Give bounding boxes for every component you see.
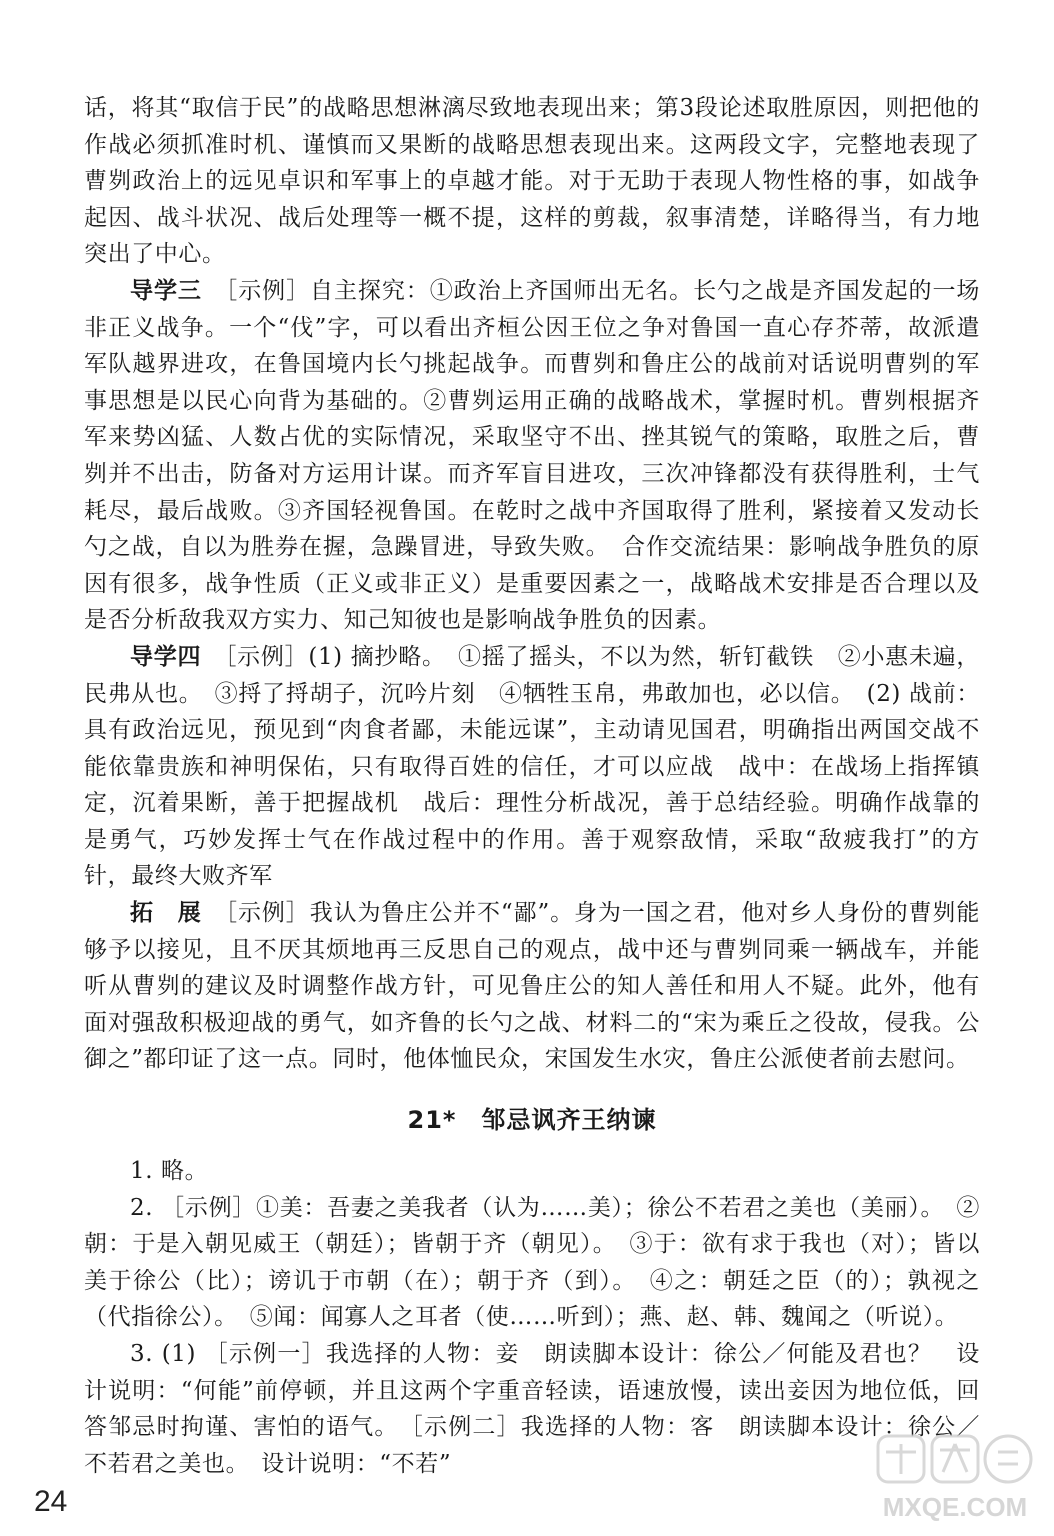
paragraph-guide-four (84, 639, 980, 895)
question-2: 2. ［示例］①美：吾妻之美我者（认为……美）；徐公不若君之美也（美丽）。 ②朝：于是入朝见威王（朝廷）；皆朝于齐（朝见）。 ③于：欲有求于我也（对）；皆以美于徐公（比）；谤讥于市朝（在）；朝于齐（到）。 ④之：朝廷之臣（的）；孰视之（代指徐公）。 ⑤闻：闻寡人之耳者（使……听到）；燕、赵、韩、魏闻之（听说）。 (84, 1194, 980, 1331)
paragraph-extension (84, 895, 980, 1078)
label-guide-four: 导学四 (130, 643, 202, 670)
extension-body: ［示例］我认为鲁庄公并不“鄙”。身为一国之君，他对乡人身份的曹刿能够予以接见，且不厌其烦地再三反思自己的观点，战中还与曹刿同乘一辆战车，并能听从曹刿的建议及时调整作战方针，可见鲁庄公的知人善任和用人不疑。此外，他有面对强敌积极迎战的勇气，如齐鲁的长勺之战、材料二的“宋为乘丘之役故，侵我。公御之”都印证了这一点。同时，他体恤民众，宋国发生水灾，鲁庄公派使者前去慰问。 (84, 900, 980, 1073)
watermark (870, 1430, 1040, 1526)
document-page (84, 90, 980, 1482)
page-number: 24 (34, 1485, 68, 1518)
guide-three-body: ［示例］自主探究：①政治上齐国师出无名。长勺之战是齐国发起的一场非正义战争。一个“伐”字，可以看出齐桓公因王位之争对鲁国一直心存芥蒂，故派遣军队越界进攻，在鲁国境内长勺挑起战争。而曹刿和鲁庄公的战前对话说明曹刿的军事思想是以民心向背为基础的。②曹刿运用正确的战略战术，掌握时机。曹刿根据齐军来势凶猛、人数占优的实际情况，采取坚守不出、挫其锐气的策略，取胜之后，曹刿并不出击，防备对方运用计谋。而齐军盲目进攻，三次冲锋都没有获得胜利，士气耗尽，最后战败。③齐国轻视鲁国。在乾时之战中齐国取得了胜利，紧接着又发动长勺之战，自以为胜券在握，急躁冒进，导致失败。 合作交流结果：影响战争胜负的原因有很多，战争性质（正义或非正义）是重要因素之一，战略战术安排是否合理以及是否分析敌我双方实力、知己知彼也是影响战争胜负的因素。 (84, 277, 980, 634)
paragraph-guide-three (84, 273, 980, 639)
label-extension: 拓 展 (130, 900, 202, 927)
guide-four-body: ［示例］(1) 摘抄略。 ①摇了摇头，不以为然，斩钉截铁 ②小惠未遍，民弗从也。 ③捋了捋胡子，沉吟片刻 ④牺牲玉帛，弗敢加也，必以信。 (2) 战前：具有政治远见，预见到“肉食者鄙，未能远谋”，主动请见国君，明确指出两国交战不能依靠贵族和神明保佑，只有取得百姓的信任，才可以应战 战中：在战场上指挥镇定，沉着果断，善于把握战机 战后：理性分析战况，善于总结经验。明确作战靠的是勇气，巧妙发挥士气在作战过程中的作用。善于观察敌情，采取“敌疲我打”的方针，最终大败齐军 (84, 643, 980, 890)
watermark-text: MXQE.COM (882, 1492, 1028, 1522)
question-3: 3. (1) ［示例一］我选择的人物：妾 朗读脚本设计：徐公／何能及君也？ 设计说明：“何能”前停顿，并且这两个字重音轻读，语速放慢，读出妾因为地位低，回答邹忌时拘谨、害怕的语气。 ［示例二］我选择的人物：客 朗读脚本设计：徐公／不若君之美也。 设计说明：“不若” (84, 1341, 980, 1477)
section-title: 21* 邹忌讽齐王纳谏 (407, 1106, 657, 1135)
question-1: 1. 略。 (130, 1158, 209, 1185)
answer-logo-watermark-icon (870, 1430, 1040, 1526)
label-guide-three: 导学三 (130, 277, 202, 304)
paragraph-continuation: 话，将其“取信于民”的战略思想淋漓尽致地表现出来；第3段论述取胜原因，则把他的作战必须抓准时机、谨慎而又果断的战略思想表现出来。这两段文字，完整地表现了曹刿政治上的远见卓识和军事上的卓越才能。对于无助于表现人物性格的事，如战争起因、战斗状况、战后处理等一概不提，这样的剪裁，叙事清楚，详略得当，有力地突出了中心。 (84, 95, 980, 268)
